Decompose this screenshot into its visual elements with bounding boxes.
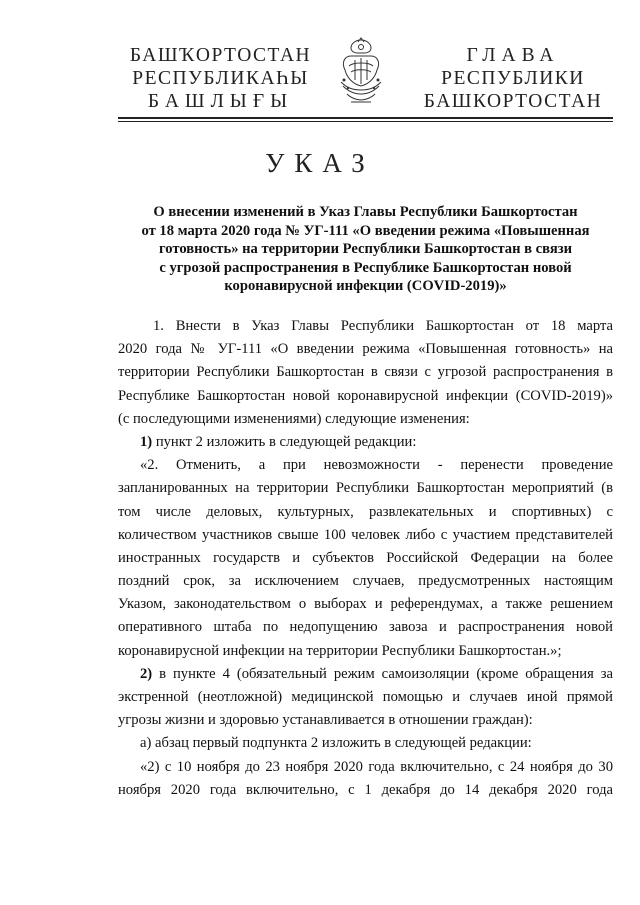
- body-line: экстренной (неотложной) медицинской помощью и случаев иной прямой: [118, 689, 613, 705]
- header-left-line-3: БАШЛЫҒЫ: [147, 91, 294, 112]
- body-line: поздний срок, за исключением случаев, предусмотренных настоящим: [118, 573, 613, 590]
- body-line: оперативного штаба по недопущению завоза и распространения новой: [118, 619, 613, 636]
- body-line: 1. Внести в Указ Главы Республики Башкортостан от 18 марта: [153, 318, 613, 334]
- item-1-text: пункт 2 изложить в следующей редакции:: [152, 433, 417, 450]
- decree-subject: [118, 203, 613, 296]
- header-rule-thick: [118, 117, 613, 119]
- sub-item-a-line: а) абзац первый подпункта 2 изложить в следующей редакции:: [140, 735, 532, 752]
- item-2-line: [118, 663, 613, 686]
- header-right-line-1: ГЛАВА: [466, 45, 560, 66]
- body-line: «2. Отменить, а при невозможности - перенести проведение: [140, 457, 613, 474]
- header-left-line-1: БАШҠОРТОСТАН: [129, 45, 312, 66]
- item-2-number: 2): [140, 665, 153, 682]
- body-line: количеством участников свыше 100 человек либо с участием представителей: [118, 526, 613, 543]
- decree-body: [118, 315, 613, 802]
- body-line: 2020 года № УГ-111 «О введении режима «Повышенная готовность» на: [118, 341, 613, 358]
- header-left-block: [118, 44, 323, 113]
- coat-of-arms-icon: [337, 36, 385, 108]
- item-1-number: 1): [140, 433, 153, 450]
- header-rule-thin: [118, 121, 613, 122]
- body-line: запланированных на территории Республики Башкортостан мероприятий (в: [118, 480, 613, 497]
- body-line: Республике Башкортостан новой коронавирусной инфекции (COVID-2019)»: [118, 387, 613, 404]
- body-line: иностранных государств и субъектов Российской Федерации на более: [118, 549, 613, 566]
- body-line: ноября 2020 года включительно, с 1 декабря до 14 декабря 2020 года: [118, 781, 613, 798]
- subject-line: О внесении изменений в Указ Главы Республики Башкортостан: [153, 204, 578, 220]
- subject-line: с угрозой распространения в Республике Башкортостан новой: [159, 259, 572, 276]
- subject-line: коронавирусной инфекции (COVID-2019)»: [224, 278, 507, 294]
- header-right-line-2: РЕСПУБЛИКИ: [441, 68, 585, 89]
- body-line: угрозы жизни и здоровью устанавливается в отношении граждан):: [118, 712, 533, 729]
- item-1-line: [118, 431, 613, 454]
- body-line: коронавирусной инфекции на территории Республики Башкортостан.»;: [118, 642, 562, 659]
- body-line: том числе деловых, культурных, развлекательных и спортивных) с: [118, 503, 613, 520]
- header-right-line-3: БАШКОРТОСТАН: [423, 91, 603, 112]
- body-line: (с последующими изменениями) следующие изменения:: [118, 410, 470, 427]
- body-line: Указом, законодательством о выборах и референдумах, а также решением: [118, 596, 613, 613]
- header-right-block: [418, 44, 608, 113]
- item-2-text: в пункте 4 (обязательный режим самоизоляции (кроме обращения за: [152, 665, 613, 682]
- subject-line: готовность» на территории Республики Башкортостан в связи: [158, 241, 573, 257]
- subject-line: от 18 марта 2020 года № УГ-111 «О введении режима «Повышенная: [141, 222, 590, 239]
- body-line: территории Республики Башкортостан в связи с угрозой распространения в: [118, 364, 613, 381]
- document-type-title: УКАЗ: [265, 148, 375, 178]
- header-left-line-2: РЕСПУБЛИКАҺЫ: [132, 68, 309, 89]
- body-line: «2) с 10 ноября до 23 ноября 2020 года включительно, с 24 ноября до 30: [140, 758, 613, 775]
